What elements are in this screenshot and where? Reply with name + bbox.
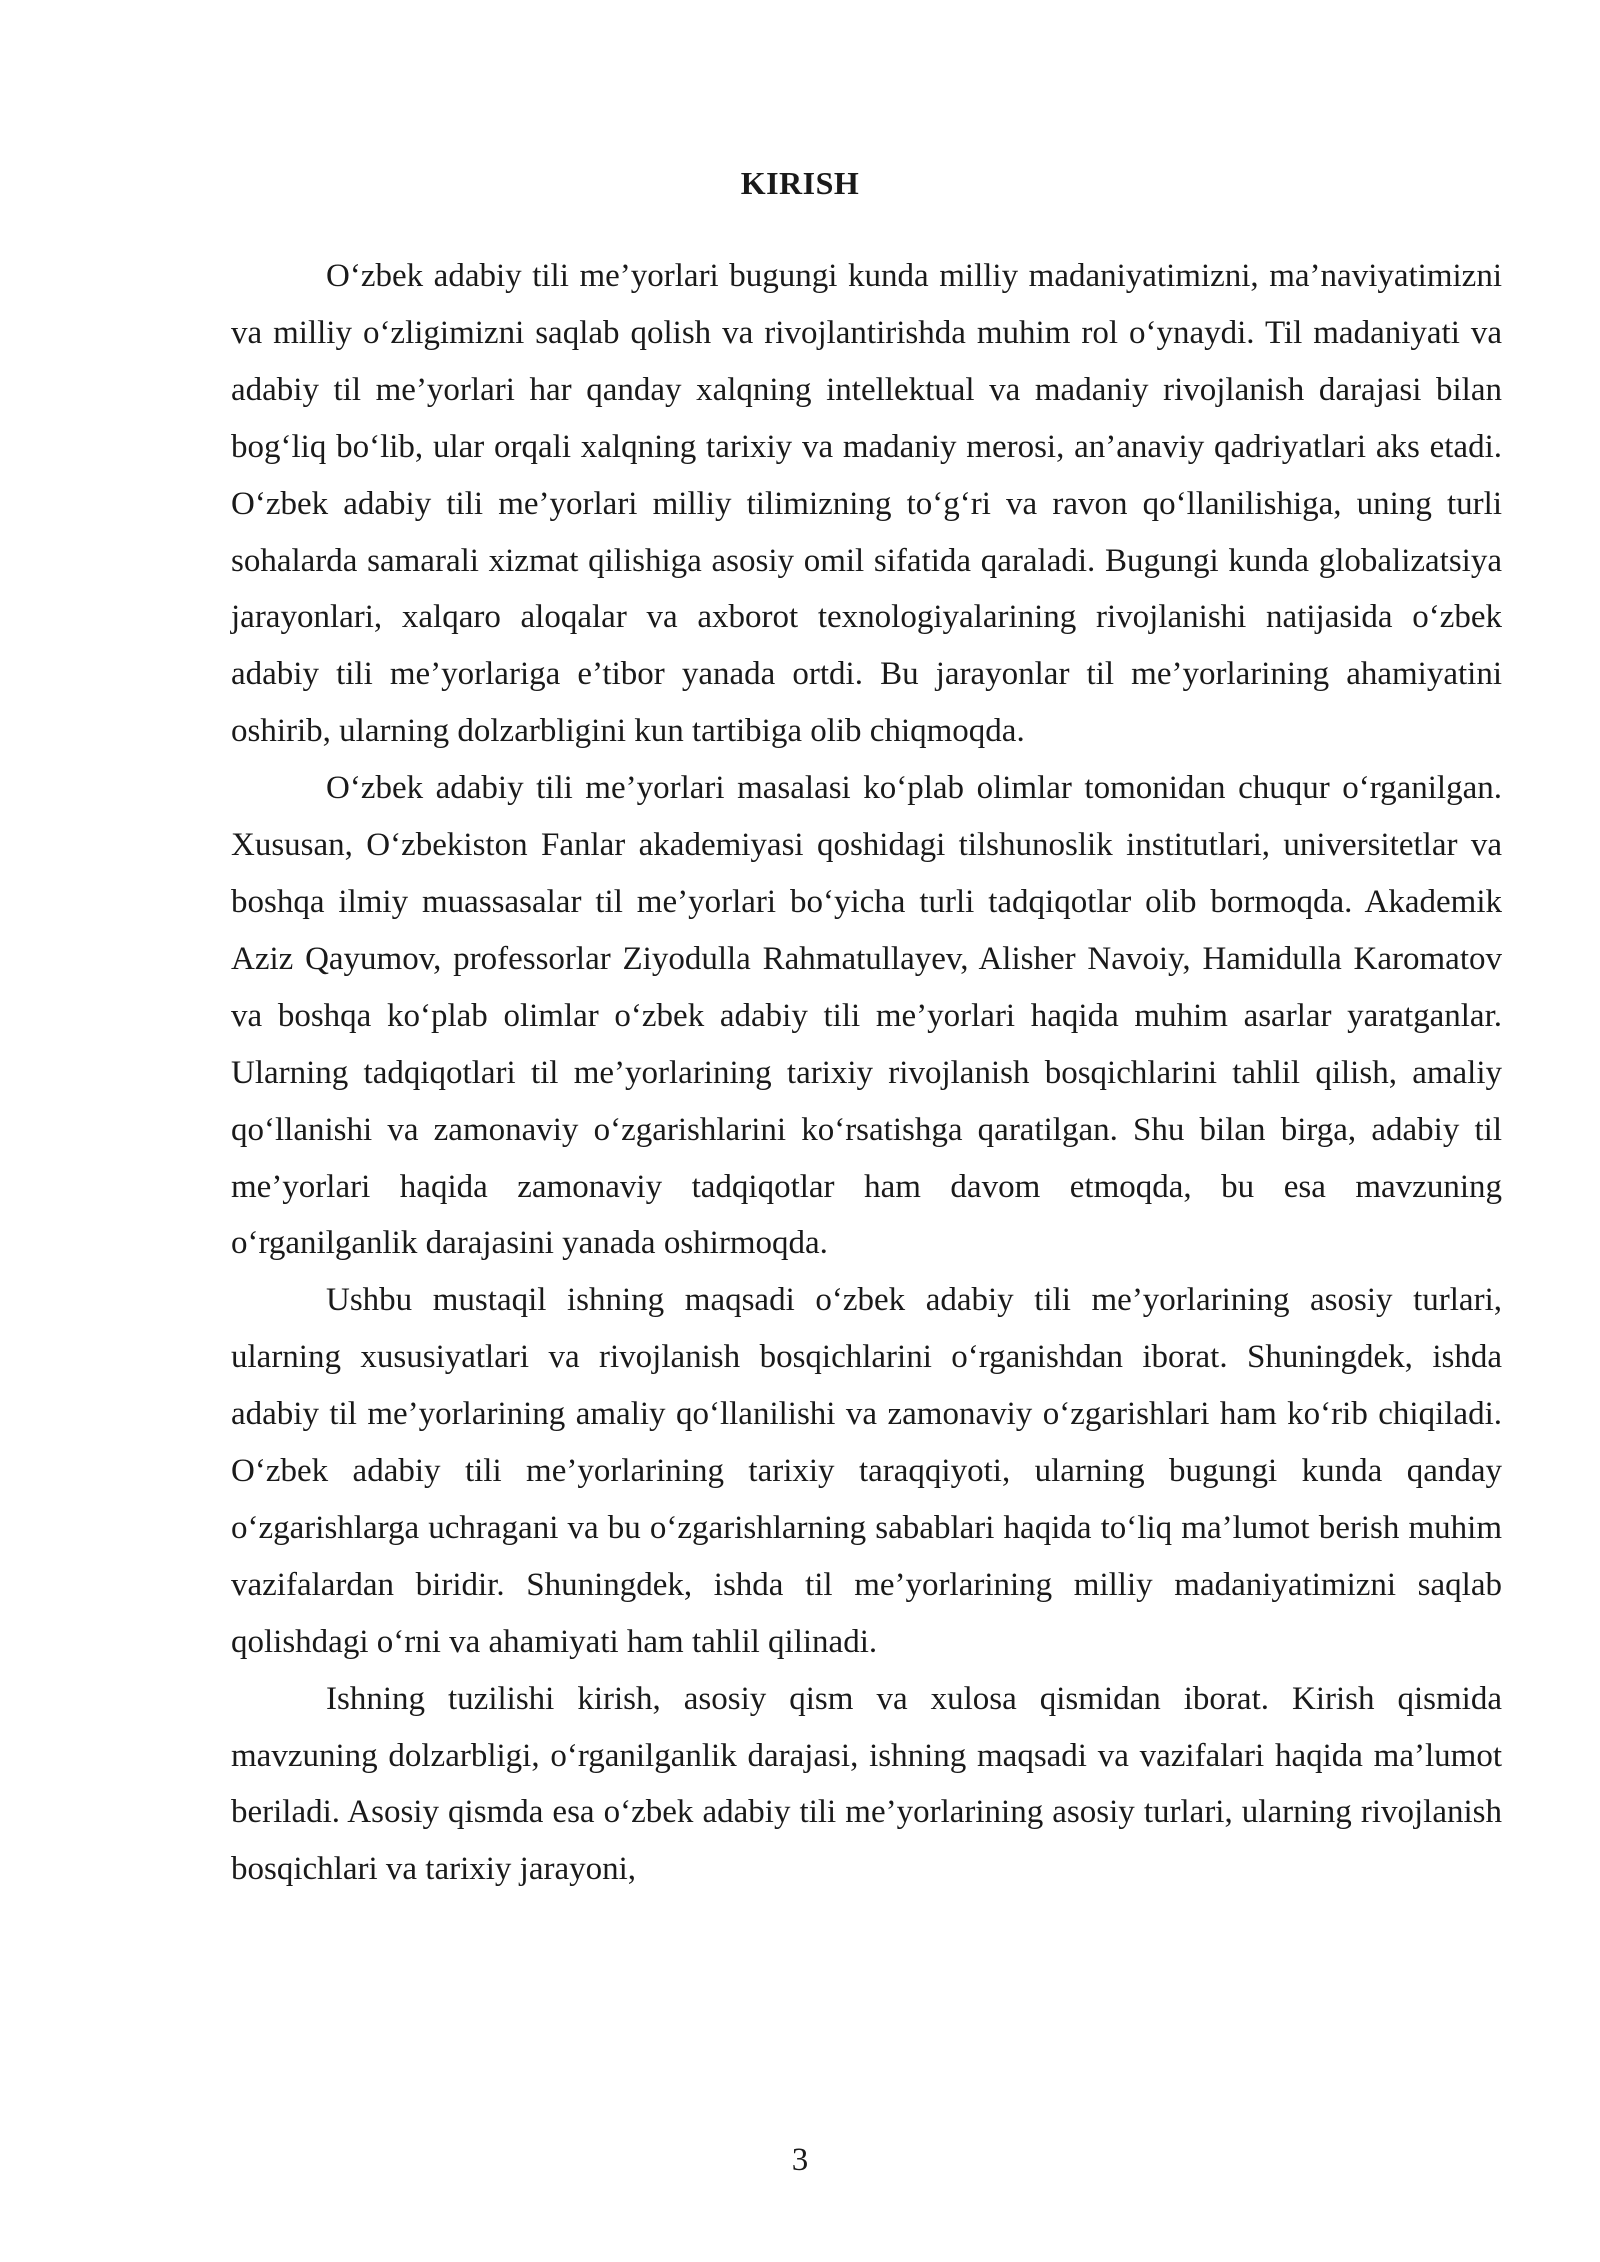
- body-text: [231, 248, 1502, 1898]
- page-number: 3: [791, 2142, 809, 2178]
- paragraph-research-degree: O‘zbek adabiy tili me’yorlari masalasi ko‘plab olimlar tomonidan chuqur o‘rganilgan. Xususan, O‘zbekiston Fanlar akademiyasi qoshidagi tilshunoslik institutlari, universitetlar va boshqa ilmiy muassasalar til me’yorlari bo‘yicha turli tadqiqotlar olib bormoqda. Akademik Aziz Qayumov, professorlar Ziyodulla Rahmatullayev, Alisher Navoiy, Hamidulla Karomatov va boshqa ko‘plab olimlar o‘zbek adabiy tili me’yorlari haqida muhim asarlar yaratganlar. Ularning tadqiqotlari til me’yorlarining tarixiy rivojlanish bosqichlarini tahlil qilish, amaliy qo‘llanishi va zamonaviy o‘zgarishlarini ko‘rsatishga qaratilgan. Shu bilan birga, adabiy til me’yorlari haqida zamonaviy tadqiqotlar ham davom etmoqda, bu esa mavzuning o‘rganilganlik darajasini yanada oshirmoqda.: [231, 770, 1502, 1262]
- paragraph-structure: Ishning tuzilishi kirish, asosiy qism va xulosa qismidan iborat. Kirish qismida mavzuning dolzarbligi, o‘rganilganlik darajasi, ishning maqsadi va vazifalari haqida ma’lumot beriladi. Asosiy qismda esa o‘zbek adabiy tili me’yorlarining asosiy turlari, ularning rivojlanish bosqichlari va tarixiy jarayoni,: [231, 1680, 1502, 1888]
- section-title: KIRISH: [740, 165, 860, 201]
- paragraph-goal: Ushbu mustaqil ishning maqsadi o‘zbek adabiy tili me’yorlarining asosiy turlari, ularning xususiyatlari va rivojlanish bosqichlarini o‘rganishdan iborat. Shuningdek, ishda adabiy til me’yorlarining amaliy qo‘llanilishi va zamonaviy o‘zgarishlari ham ko‘rib chiqiladi. O‘zbek adabiy tili me’yorlarining tarixiy taraqqiyoti, ularning bugungi kunda qanday o‘zgarishlarga uchragani va bu o‘zgarishlarning sabablari haqida to‘liq ma’lumot berish muhim vazifalardan biridir. Shuningdek, ishda til me’yorlarining milliy madaniyatimizni saqlab qolishdagi o‘rni va ahamiyati ham tahlil qilinadi.: [231, 1282, 1502, 1660]
- paragraph-relevance: O‘zbek adabiy tili me’yorlari bugungi kunda milliy madaniyatimizni, ma’naviyatimizni va milliy o‘zligimizni saqlab qolish va rivojlantirishda muhim rol o‘ynaydi. Til madaniyati va adabiy til me’yorlari har qanday xalqning intellektual va madaniy rivojlanish darajasi bilan bog‘liq bo‘lib, ular orqali xalqning tarixiy va madaniy merosi, an’anaviy qadriyatlari aks etadi. O‘zbek adabiy tili me’yorlari milliy tilimizning to‘g‘ri va ravon qo‘llanilishiga, uning turli sohalarda samarali xizmat qilishiga asosiy omil sifatida qaraladi. Bugungi kunda globalizatsiya jarayonlari, xalqaro aloqalar va axborot texnologiyalarining rivojlanishi natijasida o‘zbek adabiy tili me’yorlariga e’tibor yanada ortdi. Bu jarayonlar til me’yorlarining ahamiyatini oshirib, ularning dolzarbligini kun tartibiga olib chiqmoqda.: [231, 258, 1502, 750]
